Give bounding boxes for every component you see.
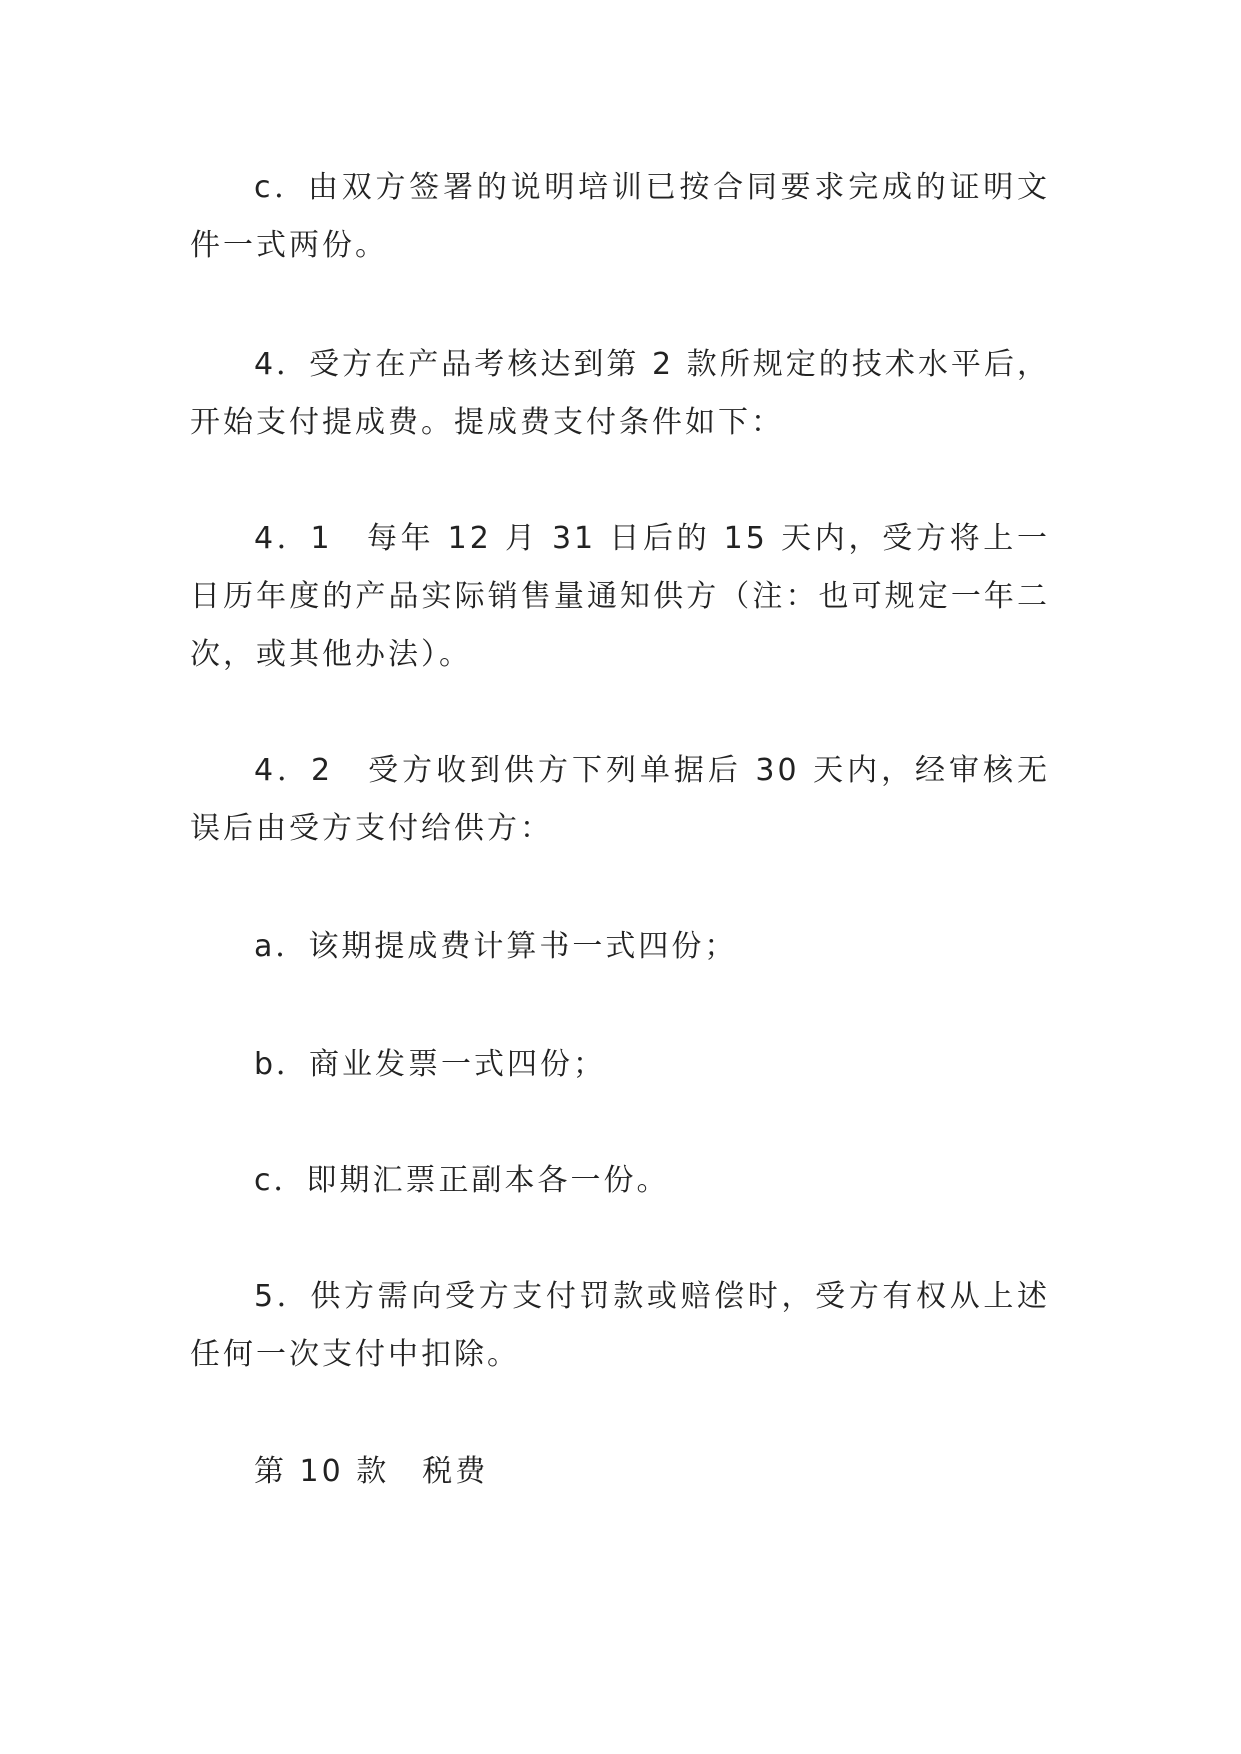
paragraph-a-royalty-statement: a．该期提成费计算书一式四份； [254, 929, 738, 964]
paragraph-b-commercial-invoice: b．商业发票一式四份； [254, 1047, 607, 1082]
paragraph-4-2-payment-documents: 4．2 受方收到供方下列单据后 30 天内，经审核无误后由受方支付给供方： [190, 753, 1050, 846]
paragraph-4-royalty-start: 4．受方在产品考核达到第 2 款所规定的技术水平后，开始支付提成费。提成费支付条件如下： [190, 347, 1050, 440]
paragraph-c-sight-draft: c．即期汇票正副本各一份。 [254, 1163, 670, 1198]
section-heading-article-10: 第 10 款 税费 [254, 1454, 489, 1489]
paragraph-c-training-certificate: c．由双方签署的说明培训已按合同要求完成的证明文件一式两份。 [190, 170, 1050, 263]
paragraph-5-deductions: 5．供方需向受方支付罚款或赔偿时，受方有权从上述任何一次支付中扣除。 [190, 1279, 1050, 1372]
paragraph-4-1-sales-notice: 4．1 每年 12 月 31 日后的 15 天内，受方将上一日历年度的产品实际销售量通知供方（注：也可规定一年二次，或其他办法）。 [190, 521, 1050, 672]
